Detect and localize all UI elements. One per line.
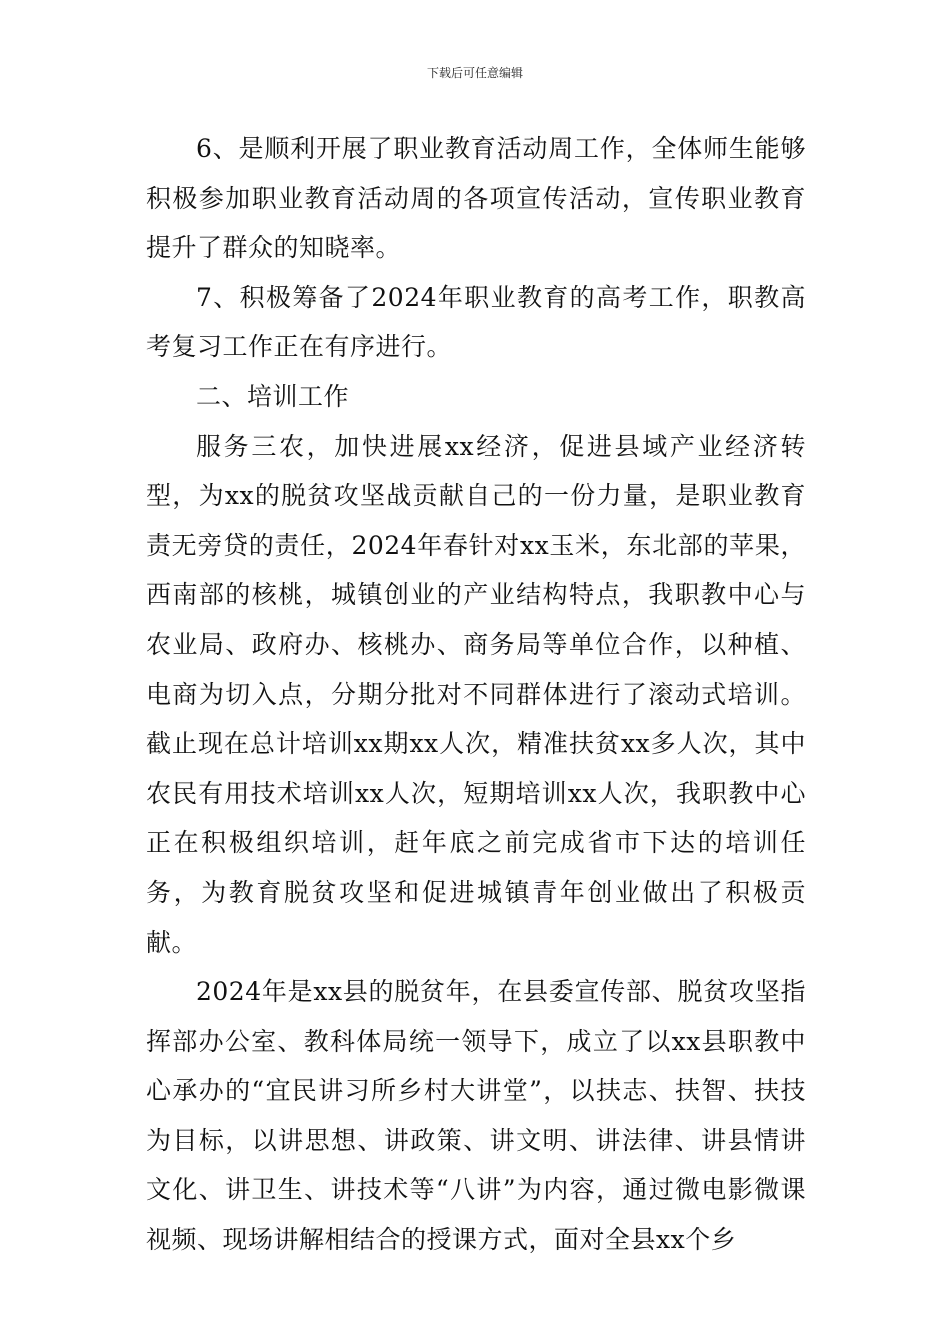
paragraph-item-7: 7、积极筹备了2024年职业教育的高考工作，职教高考复习工作正在有序进行。 [146,282,806,362]
page-header: 下载后可任意编辑 [426,66,523,80]
section-heading-training: 二、培训工作 [196,381,350,411]
document-body [146,124,806,1265]
paragraph-poverty-lecture: 2024年是xx县的脱贫年，在县委宣传部、脱贫攻坚指挥部办公室、教科体局统一领导下，成立了以xx县职教中心承办的“宜民讲习所乡村大讲堂”，以扶志、扶智、扶技为目标，以讲思想、讲政策、讲文明、讲法律、讲县情讲文化、讲卫生、讲技术等“八讲”为内容，通过微电影微课视频、现场讲解相结合的授课方式，面对全县xx个乡 [146,977,806,1255]
paragraph-training-overview: 服务三农，加快进展xx经济，促进县域产业经济转型，为xx的脱贫攻坚战贡献自己的一份力量，是职业教育责无旁贷的责任，2024年春针对xx玉米，东北部的苹果，西南部的核桃，城镇创业的产业结构特点，我职教中心与农业局、政府办、核桃办、商务局等单位合作，以种植、电商为切入点，分期分批对不同群体进行了滚动式培训。截止现在总计培训xx期xx人次，精准扶贫xx多人次，其中农民有用技术培训xx人次，短期培训xx人次，我职教中心正在积极组织培训，赶年底之前完成省市下达的培训任务，为教育脱贫攻坚和促进城镇青年创业做出了积极贡献。 [146,431,806,957]
paragraph-item-6: 6、是顺利开展了职业教育活动周工作，全体师生能够积极参加职业教育活动周的各项宣传活动，宣传职业教育提升了群众的知晓率。 [146,134,806,263]
